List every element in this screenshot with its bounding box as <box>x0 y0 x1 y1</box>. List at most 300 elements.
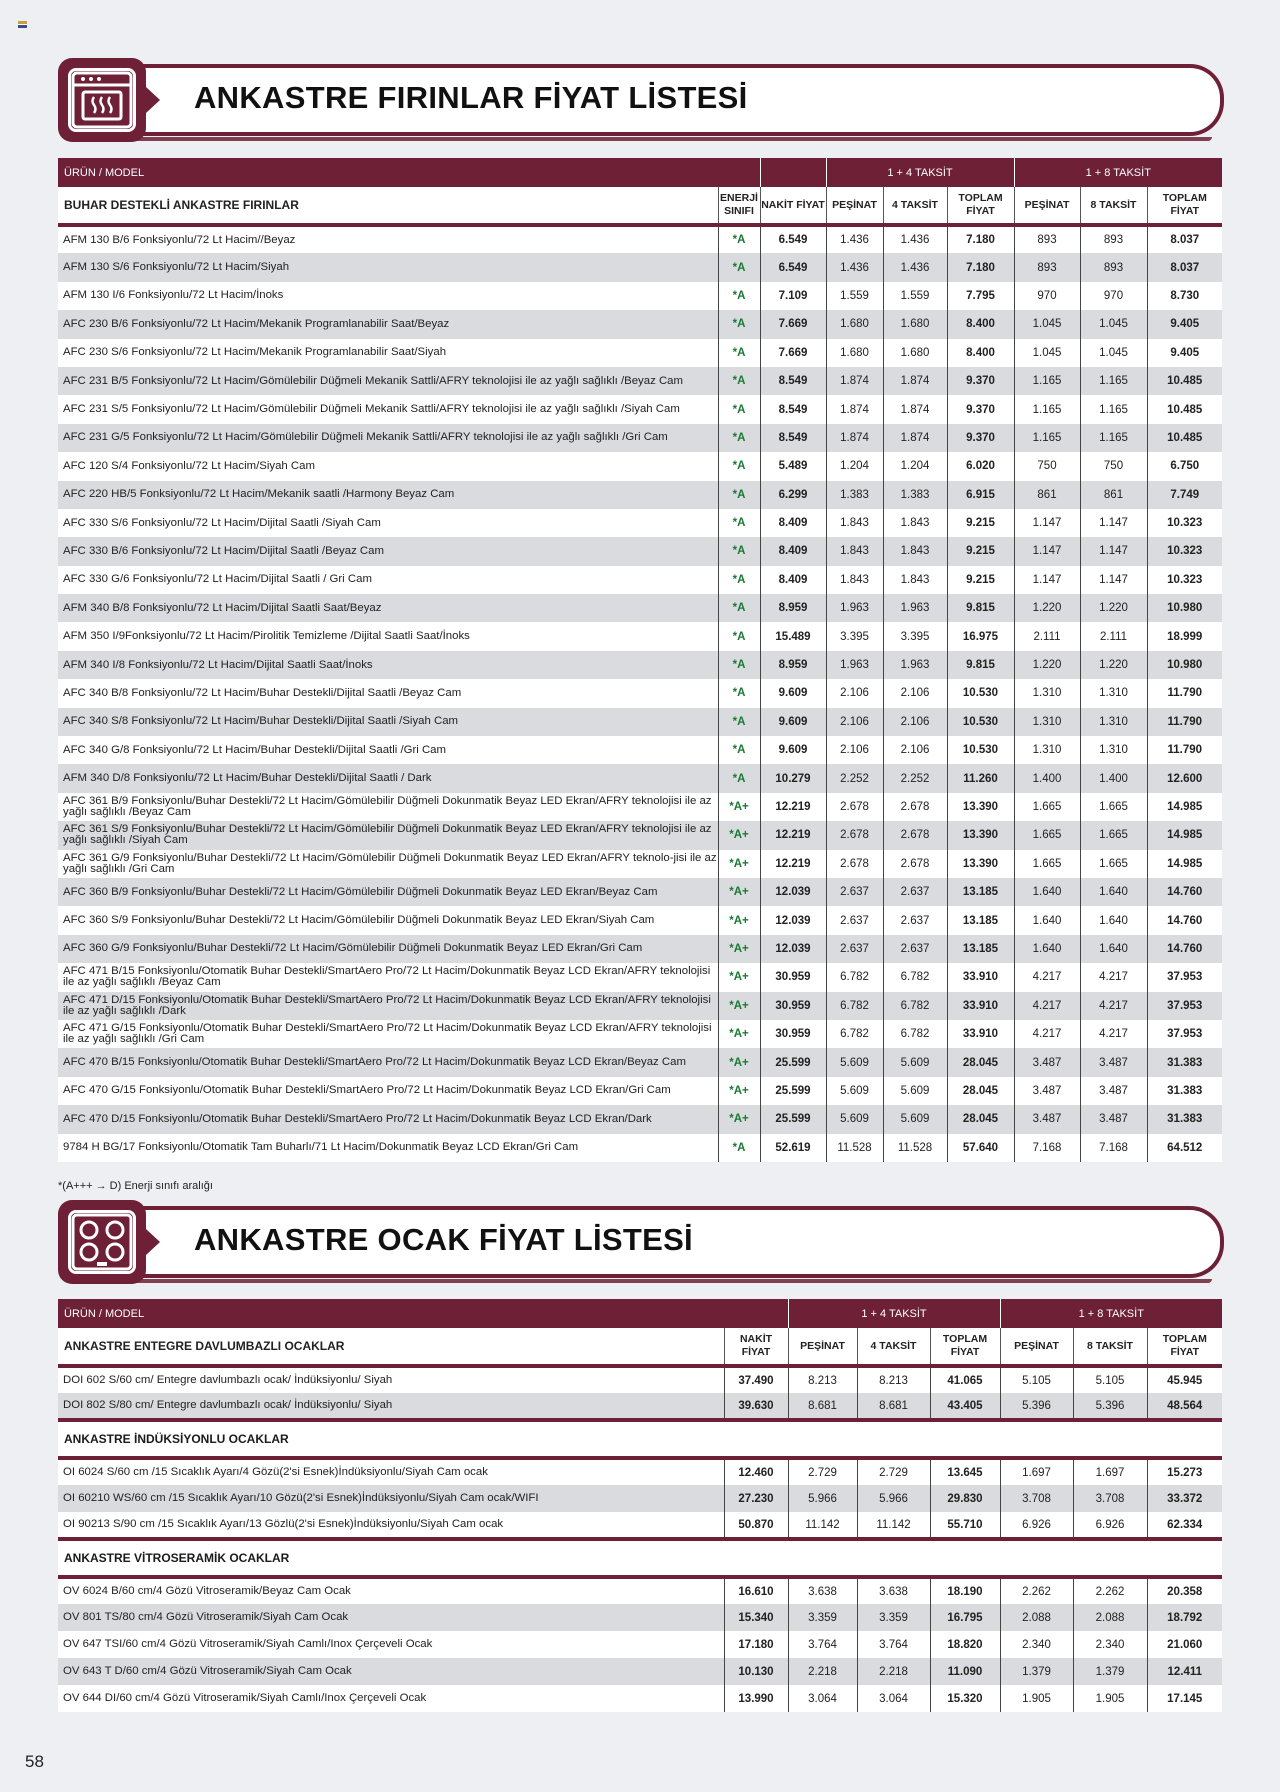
model-code: AFC 231 S <box>63 403 119 416</box>
cell-cash: 10.279 <box>760 764 826 792</box>
product-description <box>58 622 718 650</box>
oven-section-banner <box>58 58 1224 142</box>
table-row <box>58 339 1222 367</box>
cell-d4: 3.764 <box>788 1631 857 1658</box>
model-desc: /80 cm/ Entegre davlumbazlı ocak/ İndüksiyonlu/ Siyah <box>116 1399 393 1411</box>
model-desc: /60 cm /15 Sıcaklık Ayarı/4 Gözü(2'si Esnek)İndüksiyonlu/Siyah Cam ocak <box>114 1466 488 1478</box>
cell-i8: 861 <box>1080 481 1147 509</box>
cell-t8: 12.411 <box>1147 1658 1222 1685</box>
cell-i4: 5.609 <box>883 1048 947 1076</box>
table-row <box>58 878 1222 906</box>
cell-t4: 10.530 <box>947 708 1014 736</box>
cell-d4: 2.729 <box>788 1458 857 1485</box>
table-row <box>58 1604 1222 1631</box>
cell-d4: 5.966 <box>788 1485 857 1512</box>
model-desc: /8 Fonksiyonlu/72 Lt Hacim/Buhar Destekli/Dijital Saatli /Gri Cam <box>119 743 447 756</box>
product-description <box>58 310 718 338</box>
cell-i8: 1.640 <box>1080 935 1147 963</box>
cell-d4: 2.106 <box>826 736 883 764</box>
product-description <box>58 764 718 792</box>
steam-oven-icon <box>71 71 133 129</box>
cell-cash: 7.669 <box>760 339 826 367</box>
model-code: AFC 361 S <box>63 823 119 836</box>
cell-t8: 11.790 <box>1147 679 1222 707</box>
cell-d8: 2.088 <box>1000 1604 1073 1631</box>
model-desc: /15 Fonksiyonlu/Otomatik Buhar Destekli/SmartAero Pro/72 Lt Hacim/Dokunmatik Beyaz LCD Ekran/AFRY teknolojisi ile az yağlı sağlıklı /Gri Cam <box>63 1022 712 1046</box>
cell-t8: 12.600 <box>1147 764 1222 792</box>
cell-i4: 6.782 <box>883 963 947 991</box>
cell-i4: 1.436 <box>883 253 947 281</box>
cell-cash: 39.630 <box>724 1393 788 1420</box>
model-code: AFC 220 HB <box>63 488 127 501</box>
cell-d4: 1.680 <box>826 310 883 338</box>
product-description <box>58 1020 718 1048</box>
cell-d4: 1.843 <box>826 566 883 594</box>
cell-d8: 1.147 <box>1014 537 1080 565</box>
cell-d8: 3.487 <box>1014 1077 1080 1105</box>
cell-cash: 12.039 <box>760 935 826 963</box>
model-code: AFM 130 B <box>63 233 120 246</box>
cell-i4: 1.874 <box>883 424 947 452</box>
cell-t4: 18.190 <box>930 1577 1000 1604</box>
hob-section-title: ANKASTRE OCAK FİYAT LİSTESİ <box>194 1222 693 1257</box>
cell-d8: 7.168 <box>1014 1134 1080 1162</box>
cell-d4: 1.843 <box>826 537 883 565</box>
model-desc: /80 cm/4 Gözü Vitroseramik/Siyah Cam Ocak <box>119 1611 349 1623</box>
model-desc: /60 cm/4 Gözü Vitroseramik/Siyah Camlı/Inox Çerçeveli Ocak <box>116 1692 427 1704</box>
cell-d4: 1.843 <box>826 509 883 537</box>
col-down8: PEŞİNAT <box>1000 1328 1073 1366</box>
cell-d8: 1.379 <box>1000 1658 1073 1685</box>
cell-d4: 5.609 <box>826 1105 883 1133</box>
cell-energy: *A <box>718 339 760 367</box>
cell-d4: 6.782 <box>826 963 883 991</box>
cell-d4: 11.142 <box>788 1512 857 1539</box>
cell-energy: *A <box>718 481 760 509</box>
table-row <box>58 481 1222 509</box>
cell-d8: 1.147 <box>1014 509 1080 537</box>
model-desc: /8 Fonksiyonlu/72 Lt Hacim/Buhar Destekli/Dijital Saatli /Siyah Cam <box>118 715 459 728</box>
product-description <box>58 339 718 367</box>
table-row <box>58 1485 1222 1512</box>
cell-t4: 9.370 <box>947 367 1014 395</box>
cell-t8: 10.323 <box>1147 537 1222 565</box>
cell-cash: 17.180 <box>724 1631 788 1658</box>
cell-i8: 1.310 <box>1080 708 1147 736</box>
product-description <box>58 253 718 281</box>
table-row <box>58 566 1222 594</box>
cell-i8: 1.147 <box>1080 537 1147 565</box>
cell-d8: 1.045 <box>1014 339 1080 367</box>
cell-energy: *A <box>718 452 760 480</box>
product-description <box>58 566 718 594</box>
cell-d4: 2.218 <box>788 1658 857 1685</box>
product-description <box>58 509 718 537</box>
table-row <box>58 310 1222 338</box>
cell-i8: 893 <box>1080 253 1147 281</box>
model-code: AFC 361 G <box>63 851 120 864</box>
section-header-row <box>58 1420 1222 1458</box>
cell-i8: 3.487 <box>1080 1105 1147 1133</box>
table-row <box>58 1048 1222 1076</box>
cell-i4: 1.874 <box>883 395 947 423</box>
cell-d8: 893 <box>1014 225 1080 253</box>
cell-t4: 13.390 <box>947 850 1014 878</box>
cell-t8: 9.405 <box>1147 310 1222 338</box>
cell-t4: 9.815 <box>947 651 1014 679</box>
model-desc: /9 Fonksiyonlu/Buhar Destekli/72 Lt Hacim/Gömülebilir Düğmeli Dokunmatik Beyaz LED Ekran/Siyah Cam <box>118 914 655 927</box>
model-desc: /60 cm/4 Gözü Vitroseramik/Siyah Cam Ocak <box>122 1665 352 1677</box>
cell-energy: *A+ <box>718 963 760 991</box>
cell-d8: 3.708 <box>1000 1485 1073 1512</box>
cell-i8: 1.905 <box>1073 1685 1147 1712</box>
flag-icon <box>18 21 27 28</box>
cell-t4: 11.090 <box>930 1658 1000 1685</box>
cell-d4: 2.678 <box>826 850 883 878</box>
cell-energy: *A+ <box>718 992 760 1020</box>
cell-cash: 12.219 <box>760 821 826 849</box>
cell-cash: 8.409 <box>760 509 826 537</box>
cell-d4: 11.528 <box>826 1134 883 1162</box>
cell-i8: 893 <box>1080 225 1147 253</box>
table-row <box>58 821 1222 849</box>
cell-t4: 10.530 <box>947 679 1014 707</box>
cell-i8: 1.379 <box>1073 1658 1147 1685</box>
cell-energy: *A <box>718 764 760 792</box>
table-row <box>58 1020 1222 1048</box>
cell-i4: 2.106 <box>883 679 947 707</box>
cell-energy: *A <box>718 282 760 310</box>
cell-d8: 1.165 <box>1014 395 1080 423</box>
model-desc: /6 Fonksiyonlu/72 Lt Hacim/Siyah <box>119 261 290 274</box>
cell-d8: 1.310 <box>1014 736 1080 764</box>
cell-t8: 37.953 <box>1147 963 1222 991</box>
cell-t8: 14.985 <box>1147 850 1222 878</box>
cell-d8: 1.165 <box>1014 367 1080 395</box>
cell-i4: 5.609 <box>883 1077 947 1105</box>
product-description <box>58 1458 724 1485</box>
product-description <box>58 1485 724 1512</box>
model-desc: /8 Fonksiyonlu/72 Lt Hacim/Dijital Saatli Saat/İnoks <box>115 658 373 671</box>
model-code: OV 801 TS <box>63 1611 120 1623</box>
cell-cash: 9.609 <box>760 708 826 736</box>
cell-t4: 43.405 <box>930 1393 1000 1420</box>
cell-cash: 7.109 <box>760 282 826 310</box>
cooktop-icon <box>71 1213 133 1271</box>
cell-t4: 10.530 <box>947 736 1014 764</box>
model-desc: /6 Fonksiyonlu/72 Lt Hacim/Dijital Saatli /Beyaz Cam <box>118 544 384 557</box>
hob-price-table <box>58 1299 1222 1712</box>
col-cash: NAKİT FİYAT <box>760 187 826 225</box>
cell-i4: 11.142 <box>857 1512 930 1539</box>
cell-t8: 6.750 <box>1147 452 1222 480</box>
installment-8-header: 1 + 8 TAKSİT <box>1000 1299 1222 1328</box>
cell-t4: 28.045 <box>947 1048 1014 1076</box>
cell-i8: 4.217 <box>1080 1020 1147 1048</box>
cell-i8: 1.697 <box>1073 1458 1147 1485</box>
cell-t4: 13.185 <box>947 878 1014 906</box>
cell-t8: 8.730 <box>1147 282 1222 310</box>
cell-i4: 3.395 <box>883 622 947 650</box>
section-title: ANKASTRE İNDÜKSİYONLU OCAKLAR <box>58 1420 1222 1458</box>
table-row <box>58 509 1222 537</box>
model-code: OI 90213 S <box>63 1518 121 1530</box>
cell-d8: 1.165 <box>1014 424 1080 452</box>
product-description <box>58 424 718 452</box>
cell-t4: 6.915 <box>947 481 1014 509</box>
section-header-row <box>58 1539 1222 1577</box>
cell-d8: 1.640 <box>1014 906 1080 934</box>
model-code: OV 647 TSI <box>63 1638 123 1650</box>
product-description <box>58 1658 724 1685</box>
cell-energy: *A+ <box>718 850 760 878</box>
cell-i8: 1.220 <box>1080 651 1147 679</box>
cell-d8: 2.111 <box>1014 622 1080 650</box>
cell-i8: 4.217 <box>1080 963 1147 991</box>
cell-d4: 5.609 <box>826 1077 883 1105</box>
cell-d4: 1.204 <box>826 452 883 480</box>
model-desc: /8 Fonksiyonlu/72 Lt Hacim/Buhar Destekli/Dijital Saatli / Dark <box>120 772 432 785</box>
cell-d4: 1.963 <box>826 594 883 622</box>
cell-d4: 5.609 <box>826 1048 883 1076</box>
cell-t8: 48.564 <box>1147 1393 1222 1420</box>
cell-energy: *A <box>718 424 760 452</box>
cell-i8: 750 <box>1080 452 1147 480</box>
cell-cash: 8.549 <box>760 395 826 423</box>
cell-d4: 1.559 <box>826 282 883 310</box>
cell-energy: *A+ <box>718 878 760 906</box>
model-code: AFM 340 B <box>63 601 120 614</box>
model-code: OV 6024 B <box>63 1585 119 1597</box>
model-desc: /15 Fonksiyonlu/Otomatik Buhar Destekli/SmartAero Pro/72 Lt Hacim/Dokunmatik Beyaz LCD Ekran/AFRY teknolojisi ile az yağlı sağlıklı /Beyaz Cam <box>63 965 711 989</box>
cell-i4: 1.843 <box>883 537 947 565</box>
oven-section-title: ANKASTRE FIRINLAR FİYAT LİSTESİ <box>194 80 748 115</box>
table-row <box>58 736 1222 764</box>
cell-i4: 2.729 <box>857 1458 930 1485</box>
model-code: AFC 330 S <box>63 516 119 529</box>
cell-t8: 64.512 <box>1147 1134 1222 1162</box>
product-description <box>58 1105 718 1133</box>
cell-d8: 3.487 <box>1014 1048 1080 1076</box>
model-desc: /8 Fonksiyonlu/72 Lt Hacim/Buhar Destekli/Dijital Saatli /Beyaz Cam <box>118 686 462 699</box>
cell-t8: 31.383 <box>1147 1105 1222 1133</box>
cell-energy: *A+ <box>718 1077 760 1105</box>
cell-d4: 1.874 <box>826 395 883 423</box>
cell-i8: 5.396 <box>1073 1393 1147 1420</box>
table-row <box>58 282 1222 310</box>
col-down4: PEŞİNAT <box>788 1328 857 1366</box>
cell-i4: 1.963 <box>883 651 947 679</box>
cell-i8: 3.487 <box>1080 1077 1147 1105</box>
model-code: AFC 230 B <box>63 317 119 330</box>
cell-t4: 13.185 <box>947 906 1014 934</box>
model-code: DOI 602 S <box>63 1374 117 1386</box>
cell-i8: 1.045 <box>1080 310 1147 338</box>
model-code: OV 643 T D <box>63 1665 123 1677</box>
model-code: AFC 231 B <box>63 374 119 387</box>
cell-i8: 1.665 <box>1080 850 1147 878</box>
cell-i8: 1.640 <box>1080 878 1147 906</box>
model-code: 9784 H BG <box>63 1141 120 1154</box>
cell-energy: *A <box>718 395 760 423</box>
cell-cash: 52.619 <box>760 1134 826 1162</box>
cell-t8: 18.792 <box>1147 1604 1222 1631</box>
table-row <box>58 1577 1222 1604</box>
cell-energy: *A+ <box>718 821 760 849</box>
cell-energy: *A <box>718 736 760 764</box>
cell-t8: 10.485 <box>1147 367 1222 395</box>
table-row <box>58 1512 1222 1539</box>
cell-t4: 28.045 <box>947 1077 1014 1105</box>
cell-cash: 12.460 <box>724 1458 788 1485</box>
cell-cash: 30.959 <box>760 992 826 1020</box>
hob-subtitle: ANKASTRE ENTEGRE DAVLUMBAZLI OCAKLAR <box>58 1328 724 1366</box>
table-row <box>58 594 1222 622</box>
product-description <box>58 906 718 934</box>
table-row <box>58 992 1222 1020</box>
section-title: ANKASTRE VİTROSERAMİK OCAKLAR <box>58 1539 1222 1577</box>
cell-cash: 9.609 <box>760 679 826 707</box>
cell-d4: 1.436 <box>826 225 883 253</box>
oven-price-table <box>58 158 1222 1162</box>
product-description <box>58 793 718 821</box>
cell-d4: 1.874 <box>826 424 883 452</box>
cell-cash: 50.870 <box>724 1512 788 1539</box>
product-description <box>58 850 718 878</box>
cell-d8: 893 <box>1014 253 1080 281</box>
col-total8: TOPLAM FİYAT <box>1147 1328 1222 1366</box>
table-row <box>58 764 1222 792</box>
model-desc: /6 Fonksiyonlu/72 Lt Hacim/İnoks <box>115 289 284 302</box>
cell-t4: 9.815 <box>947 594 1014 622</box>
cell-i8: 1.310 <box>1080 679 1147 707</box>
model-desc: /15 Fonksiyonlu/Otomatik Buhar Destekli/SmartAero Pro/72 Lt Hacim/Dokunmatik Beyaz LCD Ekran/Beyaz Cam <box>118 1056 686 1069</box>
cell-t8: 45.945 <box>1147 1366 1222 1393</box>
model-code: AFM 350 I <box>63 630 116 643</box>
cell-t8: 62.334 <box>1147 1512 1222 1539</box>
model-code: AFC 471 B <box>63 965 119 978</box>
col-total8: TOPLAM FİYAT <box>1147 187 1222 225</box>
cell-i8: 1.147 <box>1080 566 1147 594</box>
cell-cash: 12.039 <box>760 878 826 906</box>
product-model-header: ÜRÜN / MODEL <box>58 1299 788 1328</box>
table-row <box>58 679 1222 707</box>
table-row <box>58 253 1222 281</box>
product-description <box>58 708 718 736</box>
cell-t4: 9.215 <box>947 537 1014 565</box>
cell-t8: 37.953 <box>1147 1020 1222 1048</box>
cell-cash: 16.610 <box>724 1577 788 1604</box>
cell-t4: 7.180 <box>947 225 1014 253</box>
installment-4-header: 1 + 4 TAKSİT <box>788 1299 1000 1328</box>
cell-t4: 11.260 <box>947 764 1014 792</box>
cell-i8: 1.220 <box>1080 594 1147 622</box>
cell-energy: *A+ <box>718 1020 760 1048</box>
table-row <box>58 1458 1222 1485</box>
cell-cash: 7.669 <box>760 310 826 338</box>
cell-i4: 2.678 <box>883 850 947 878</box>
cell-t4: 41.065 <box>930 1366 1000 1393</box>
cell-t8: 14.985 <box>1147 793 1222 821</box>
model-code: AFC 230 S <box>63 346 119 359</box>
cell-energy: *A <box>718 367 760 395</box>
cell-d4: 6.782 <box>826 1020 883 1048</box>
product-description <box>58 282 718 310</box>
cell-d8: 1.665 <box>1014 850 1080 878</box>
col-inst8: 8 TAKSİT <box>1080 187 1147 225</box>
cell-d4: 1.383 <box>826 481 883 509</box>
cell-energy: *A <box>718 622 760 650</box>
model-code: AFM 130 I <box>63 289 116 302</box>
product-description <box>58 1631 724 1658</box>
table-row <box>58 225 1222 253</box>
product-description <box>58 1048 718 1076</box>
cell-i4: 2.218 <box>857 1658 930 1685</box>
model-code: AFC 340 S <box>63 715 119 728</box>
cell-energy: *A <box>718 651 760 679</box>
cell-t4: 9.370 <box>947 424 1014 452</box>
model-desc: /6 Fonksiyonlu/72 Lt Hacim/Dijital Saatli /Siyah Cam <box>118 516 381 529</box>
cell-d8: 1.147 <box>1014 566 1080 594</box>
cell-i8: 1.165 <box>1080 367 1147 395</box>
cell-i4: 3.764 <box>857 1631 930 1658</box>
cell-i8: 1.665 <box>1080 793 1147 821</box>
cell-i4: 2.637 <box>883 935 947 963</box>
cell-i4: 8.681 <box>857 1393 930 1420</box>
model-code: OI 60210 WS <box>63 1492 132 1504</box>
model-desc: /60 cm/ Entegre davlumbazlı ocak/ İndüksiyonlu/ Siyah <box>116 1374 393 1386</box>
model-desc: /9Fonksiyonlu/72 Lt Hacim/Pirolitik Temizleme /Dijital Saatli Saat/İnoks <box>115 630 470 643</box>
cell-d4: 3.064 <box>788 1685 857 1712</box>
table-row <box>58 1105 1222 1133</box>
energy-note: *(A+++ → D) Enerji sınıfı aralığı <box>58 1180 213 1192</box>
cell-cash: 12.219 <box>760 793 826 821</box>
product-description <box>58 367 718 395</box>
cell-t4: 8.400 <box>947 310 1014 338</box>
model-desc: /15 Fonksiyonlu/Otomatik Buhar Destekli/SmartAero Pro/72 Lt Hacim/Dokunmatik Beyaz LCD Ekran/Gri Cam <box>119 1084 671 1097</box>
table-row <box>58 850 1222 878</box>
col-inst4: 4 TAKSİT <box>857 1328 930 1366</box>
product-description <box>58 481 718 509</box>
cell-cash: 8.549 <box>760 367 826 395</box>
cell-d4: 3.395 <box>826 622 883 650</box>
model-desc: /90 cm /15 Sıcaklık Ayarı/13 Gözlü(2'si Esnek)İndüksiyonlu/Siyah Cam ocak <box>120 1518 504 1530</box>
cell-cash: 13.990 <box>724 1685 788 1712</box>
model-code: AFC 361 B <box>63 795 119 807</box>
cell-t8: 10.485 <box>1147 424 1222 452</box>
cell-t8: 21.060 <box>1147 1631 1222 1658</box>
model-code: AFC 360 B <box>63 885 119 898</box>
model-desc: /60 cm/4 Gözü Vitroseramik/Siyah Camlı/Inox Çerçeveli Ocak <box>122 1638 433 1650</box>
cell-d8: 4.217 <box>1014 963 1080 991</box>
cell-cash: 25.599 <box>760 1105 826 1133</box>
cell-d8: 5.105 <box>1000 1366 1073 1393</box>
cell-energy: *A <box>718 708 760 736</box>
cell-t4: 9.215 <box>947 509 1014 537</box>
cell-t4: 9.370 <box>947 395 1014 423</box>
cell-cash: 15.489 <box>760 622 826 650</box>
cell-t8: 8.037 <box>1147 253 1222 281</box>
model-code: AFC 231 G <box>63 431 120 444</box>
cell-energy: *A <box>718 310 760 338</box>
col-down4: PEŞİNAT <box>826 187 883 225</box>
cell-i8: 1.045 <box>1080 339 1147 367</box>
model-code: AFC 330 B <box>63 544 119 557</box>
table-row <box>58 1134 1222 1162</box>
table-row <box>58 622 1222 650</box>
product-description <box>58 1512 724 1539</box>
cell-energy: *A+ <box>718 935 760 963</box>
